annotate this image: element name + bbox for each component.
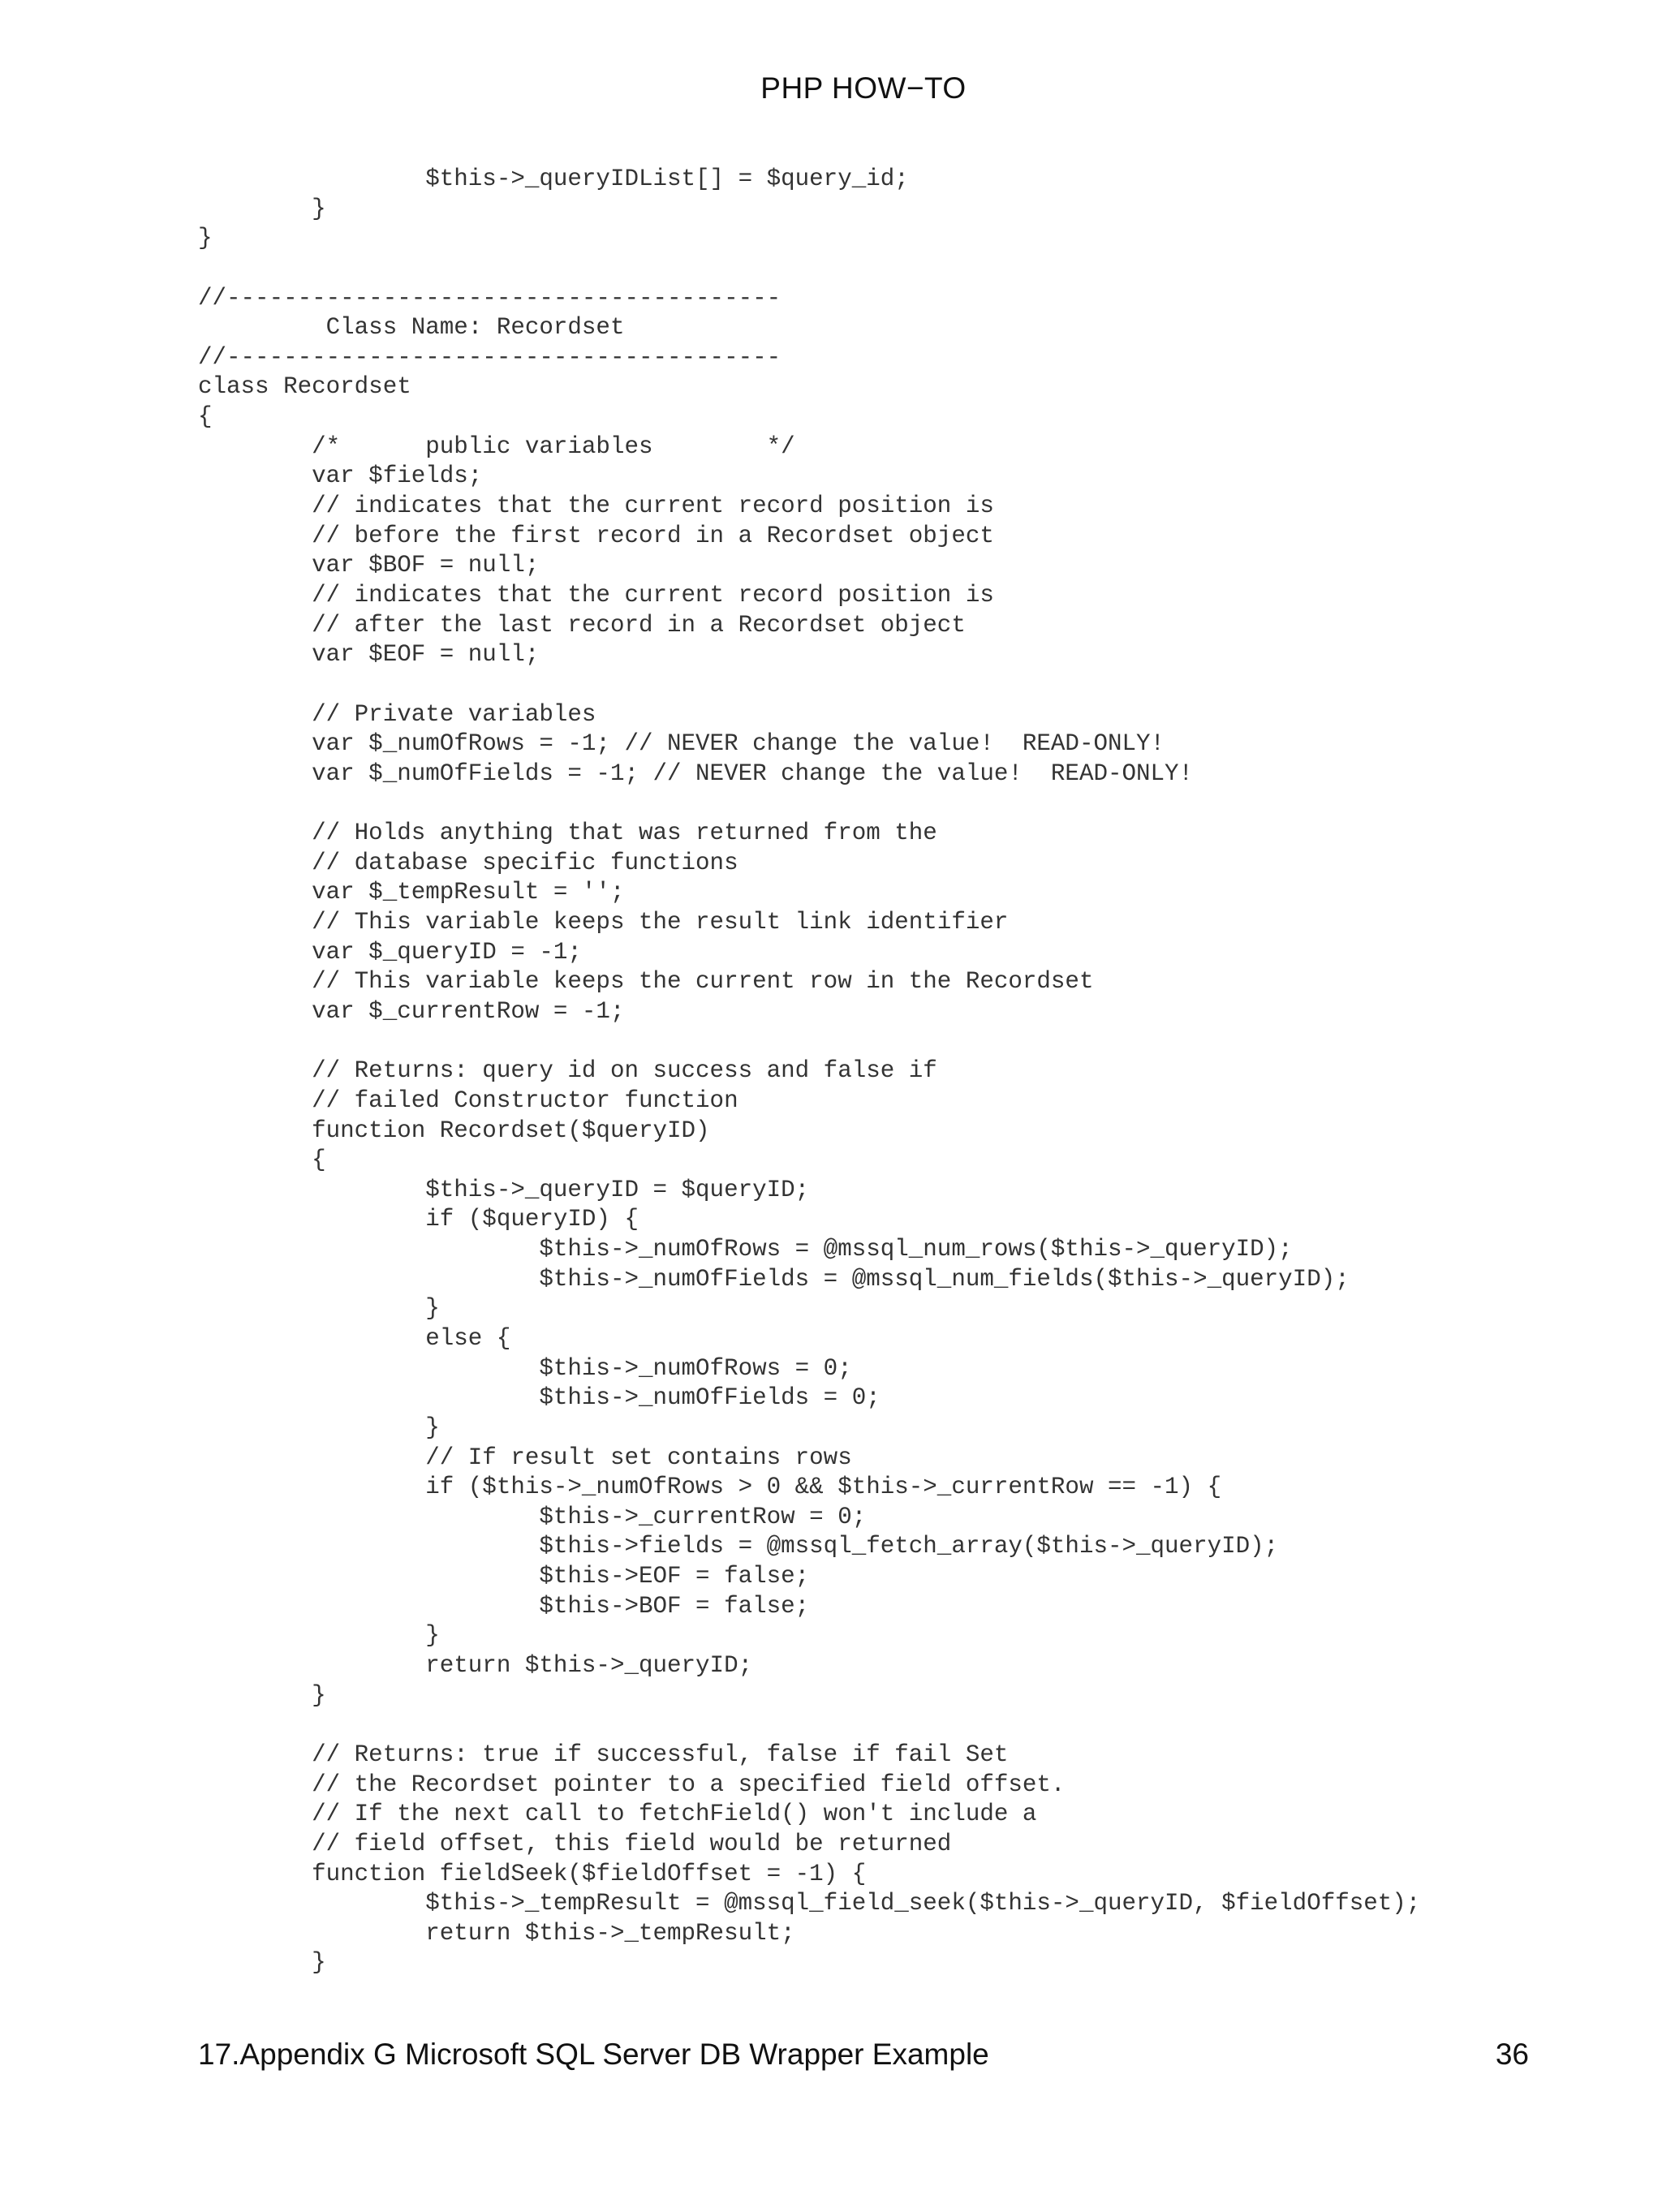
footer-chapter-title: 17.Appendix G Microsoft SQL Server DB Wrapper Example [198, 2038, 989, 2071]
code-line: $this->_tempResult = @mssql_field_seek($this->_queryID, $fieldOffset); [198, 1890, 1421, 1917]
code-line: // Returns: query id on success and false if [198, 1057, 937, 1085]
code-line: else { [198, 1324, 511, 1352]
code-line: var $_tempResult = ''; [198, 879, 625, 906]
code-line: if ($this->_numOfRows > 0 && $this->_currentRow == -1) { [198, 1474, 1222, 1501]
code-line: if ($queryID) { [198, 1206, 639, 1233]
code-line: } [198, 1414, 440, 1441]
code-line [198, 254, 1594, 284]
code-line: var $fields; [198, 463, 483, 490]
code-listing [198, 165, 1594, 1978]
code-line [198, 670, 1594, 700]
code-line: } [198, 1681, 326, 1709]
code-line: var $_queryID = -1; [198, 938, 582, 966]
code-line: Class Name: Recordset [198, 314, 625, 342]
code-line: function fieldSeek($fieldOffset = -1) { [198, 1860, 867, 1887]
code-line: } [198, 1622, 440, 1650]
code-line: // If result set contains rows [198, 1444, 852, 1471]
code-line: // This variable keeps the current row in the Recordset [198, 968, 1094, 996]
code-line: // before the first record in a Recordset object [198, 522, 994, 549]
code-line: function Recordset($queryID) [198, 1117, 710, 1144]
footer-page-number: 36 [1495, 2038, 1529, 2071]
code-line: } [198, 1295, 440, 1323]
code-line: // field offset, this field would be returned [198, 1830, 952, 1857]
code-line: // Private variables [198, 700, 596, 728]
code-line: // Returns: true if successful, false if fail Set [198, 1741, 1009, 1768]
code-line: // indicates that the current record position is [198, 581, 994, 609]
code-line: class Recordset [198, 373, 411, 401]
code-line: } [198, 1949, 326, 1977]
code-line: // the Recordset pointer to a specified field offset. [198, 1771, 1066, 1798]
code-line: // Holds anything that was returned from the [198, 820, 937, 847]
code-line: { [198, 403, 213, 431]
code-line: } [198, 195, 326, 222]
code-line: } [198, 225, 213, 252]
code-line: $this->_currentRow = 0; [198, 1503, 867, 1530]
code-line: $this->_numOfFields = @mssql_num_fields($this->_queryID); [198, 1265, 1350, 1293]
code-line: $this->BOF = false; [198, 1592, 810, 1620]
code-line: $this->_numOfRows = 0; [198, 1354, 852, 1382]
code-line: $this->_numOfRows = @mssql_num_rows($this->_queryID); [198, 1236, 1293, 1263]
code-line [198, 1711, 1594, 1741]
code-line: // failed Constructor function [198, 1087, 738, 1114]
code-line: /* public variables */ [198, 433, 795, 460]
code-line: var $_numOfRows = -1; // NEVER change the value! READ-ONLY! [198, 730, 1165, 758]
code-line: $this->fields = @mssql_fetch_array($this->_queryID); [198, 1533, 1279, 1560]
code-line: $this->EOF = false; [198, 1563, 810, 1590]
code-line: // after the last record in a Recordset object [198, 611, 966, 639]
code-line: var $_currentRow = -1; [198, 997, 625, 1025]
code-line: // This variable keeps the result link identifier [198, 909, 1009, 936]
code-line: //--------------------------------------- [198, 284, 781, 312]
code-line: var $_numOfFields = -1; // NEVER change the value! READ-ONLY! [198, 760, 1194, 787]
code-line [198, 789, 1594, 819]
code-line: // If the next call to fetchField() won't include a [198, 1801, 1037, 1828]
code-line: // database specific functions [198, 849, 738, 876]
code-line: $this->_queryID = $queryID; [198, 1176, 810, 1203]
code-line: return $this->_queryID; [198, 1652, 753, 1680]
code-line: $this->_numOfFields = 0; [198, 1384, 881, 1412]
code-line: // indicates that the current record position is [198, 493, 994, 520]
code-line: { [198, 1147, 326, 1174]
code-line [198, 1027, 1594, 1057]
code-line: //--------------------------------------- [198, 343, 781, 371]
code-line: return $this->_tempResult; [198, 1919, 795, 1947]
code-line: var $EOF = null; [198, 641, 540, 669]
page-header-title: PHP HOW−TO [760, 71, 967, 105]
code-line: var $BOF = null; [198, 552, 540, 579]
code-line: $this->_queryIDList[] = $query_id; [198, 166, 909, 192]
